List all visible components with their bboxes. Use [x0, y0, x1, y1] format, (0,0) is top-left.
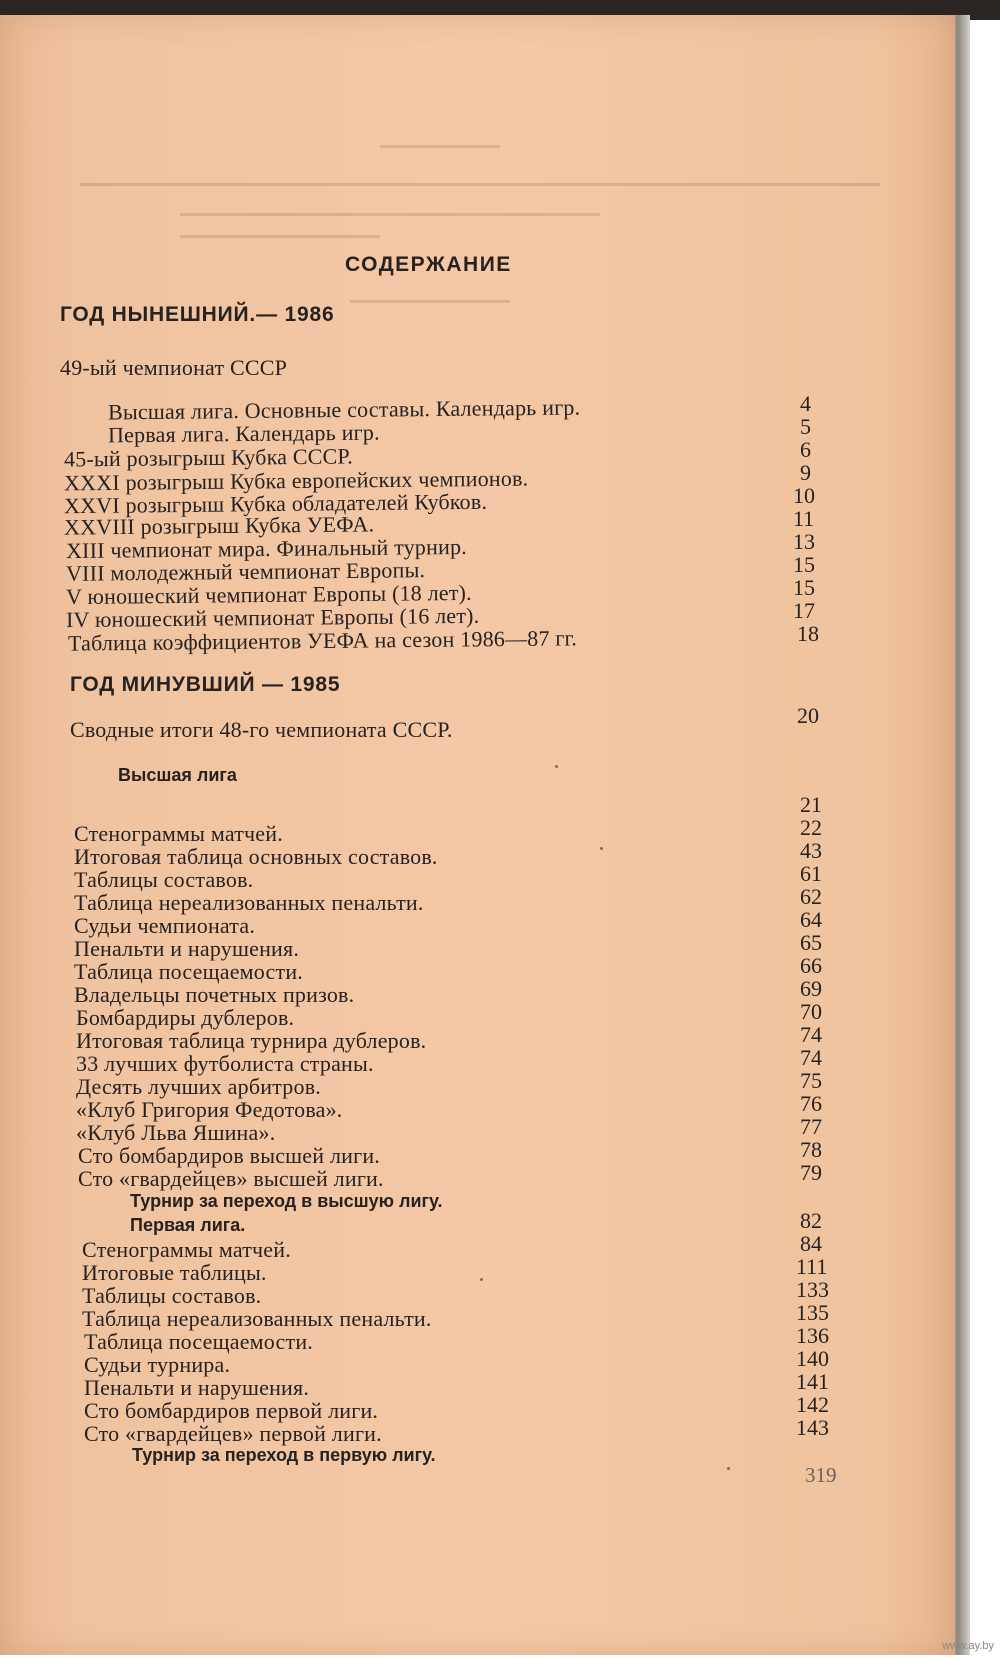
toc-page-number: 9 — [800, 460, 811, 485]
toc-page-number: 74 — [800, 1022, 822, 1047]
toc-page-number: 142 — [796, 1392, 829, 1417]
toc-page-number: 17 — [793, 598, 815, 623]
toc-page-number: 22 — [800, 815, 822, 840]
toc-entry: Таблица посещаемости. — [84, 1329, 314, 1354]
page-number: 319 — [805, 1463, 837, 1487]
watermark: www.ay.by — [942, 1640, 994, 1652]
toc-entry: Итоговая таблица основных составов. — [74, 844, 438, 869]
toc-entry: XXVIII розыгрыш Кубка УЕФА. — [63, 511, 375, 540]
toc-page-number: 143 — [796, 1415, 829, 1440]
toc-entry: «Клуб Льва Яшина». — [76, 1120, 276, 1145]
toc-page-number: 64 — [800, 907, 822, 932]
subsection-top-league: Высшая лига — [118, 765, 237, 785]
toc-page-number: 75 — [800, 1068, 822, 1093]
toc-page-number: 140 — [796, 1346, 829, 1371]
toc-entry: XXXI розыгрыш Кубка европейских чемпионов. — [63, 465, 529, 496]
section-heading-1986: ГОД НЫНЕШНИЙ.— 1986 — [60, 303, 335, 326]
toc-entry: Десять лучших арбитров. — [76, 1074, 321, 1099]
toc-page-number: 74 — [800, 1045, 822, 1070]
toc-entry: Судьи турнира. — [84, 1352, 231, 1377]
toc-page-number: 70 — [800, 999, 822, 1024]
section-heading-1985: ГОД МИНУВШИЙ — 1985 — [70, 673, 341, 696]
toc-entry: VIII молодежный чемпионат Европы. — [65, 557, 426, 586]
speck — [555, 765, 558, 768]
subsection-first-league: Первая лига. — [130, 1215, 246, 1235]
speck — [600, 847, 603, 850]
toc-page-number: 43 — [800, 838, 822, 863]
toc-entry: V юношеский чемпионат Европы (18 лет). — [65, 579, 472, 610]
page-title: СОДЕРЖАНИЕ — [345, 253, 512, 276]
toc-page-number: 66 — [800, 953, 822, 978]
toc-page-number: 69 — [800, 976, 822, 1001]
toc-page-number: 133 — [796, 1277, 829, 1302]
toc-entry: 45-ый розыгрыш Кубка СССР. — [63, 443, 353, 472]
toc-entry: Пенальти и нарушения. — [74, 936, 300, 961]
subsection-promotion-first: Турнир за переход в первую лигу. — [132, 1445, 436, 1465]
toc-entry: Таблица посещаемости. — [74, 959, 304, 984]
toc-page-number: 62 — [800, 884, 822, 909]
toc-page-number: 84 — [800, 1231, 822, 1256]
subheading-49-championship: 49-ый чемпионат СССР — [60, 355, 288, 380]
toc-page-number: 18 — [797, 621, 819, 646]
subsection-promotion-top: Турнир за переход в высшую лигу. — [130, 1191, 443, 1211]
book-page — [0, 15, 955, 1655]
toc-entry: Таблицы составов. — [82, 1283, 262, 1308]
toc-page-number: 10 — [793, 483, 815, 508]
toc-page-number: 78 — [800, 1137, 822, 1162]
toc-page-number: 82 — [800, 1208, 822, 1233]
toc-entry: Бомбардиры дублеров. — [76, 1005, 295, 1030]
toc-entry: Стенограммы матчей. — [82, 1237, 291, 1262]
toc-entry: Таблица коэффициентов УЕФА на сезон 1986—87 гг. — [67, 625, 578, 656]
toc-page-number: 135 — [796, 1300, 829, 1325]
toc-page-number: 6 — [800, 437, 811, 462]
toc-page-number: 76 — [800, 1091, 822, 1116]
toc-entry: Итоговая таблица турнира дублеров. — [76, 1028, 427, 1053]
toc-entry: Владельцы почетных призов. — [74, 982, 355, 1007]
toc-page-number: 13 — [793, 529, 815, 554]
toc-page-number: 11 — [793, 506, 815, 531]
toc-entry: Таблицы составов. — [74, 867, 254, 892]
toc-entry: Сто «гвардейцев» первой лиги. — [84, 1421, 382, 1446]
toc-entry: Итоговые таблицы. — [82, 1260, 267, 1285]
toc-page-number: 5 — [800, 414, 811, 439]
toc-page-number: 65 — [800, 930, 822, 955]
toc-entry: Сто бомбардиров первой лиги. — [84, 1398, 379, 1423]
toc-page-number: 4 — [800, 391, 811, 416]
toc-entry: Сто бомбардиров высшей лиги. — [78, 1143, 380, 1168]
toc-entry: Первая лига. Календарь игр. — [107, 419, 380, 448]
toc-entry: Таблица нереализованных пенальти. — [82, 1306, 432, 1331]
toc-entry: Судьи чемпионата. — [74, 913, 256, 938]
toc-page-number: 15 — [793, 552, 815, 577]
toc-entry: XIII чемпионат мира. Финальный турнир. — [65, 533, 468, 564]
toc-page-number: 15 — [793, 575, 815, 600]
toc-entry: «Клуб Григория Федотова». — [76, 1097, 343, 1122]
toc-entry-summary: Сводные итоги 48-го чемпионата СССР. — [70, 717, 453, 742]
toc-page-number: 61 — [800, 861, 822, 886]
toc-page-number: 141 — [796, 1369, 829, 1394]
toc-entry: Пенальти и нарушения. — [84, 1375, 310, 1400]
toc-page-number: 111 — [796, 1254, 828, 1279]
toc-entry: 33 лучших футболиста страны. — [76, 1051, 374, 1076]
toc-page-number: 79 — [800, 1160, 822, 1185]
toc-entry: Стенограммы матчей. — [74, 821, 283, 846]
toc-page-number: 20 — [797, 703, 819, 728]
toc-entry: Высшая лига. Основные составы. Календарь игр. — [107, 394, 581, 425]
toc-page-number: 21 — [800, 792, 822, 817]
toc-entry: Сто «гвардейцев» высшей лиги. — [78, 1166, 384, 1191]
toc-page-number: 77 — [800, 1114, 822, 1139]
toc-page-number: 136 — [796, 1323, 829, 1348]
toc-entry: Таблица нереализованных пенальти. — [74, 890, 424, 915]
toc-entry: IV юношеский чемпионат Европы (16 лет). — [65, 602, 480, 633]
speck — [480, 1278, 483, 1281]
toc-entry: XXVI розыгрыш Кубка обладателей Кубков. — [63, 488, 488, 519]
speck — [727, 1467, 730, 1470]
